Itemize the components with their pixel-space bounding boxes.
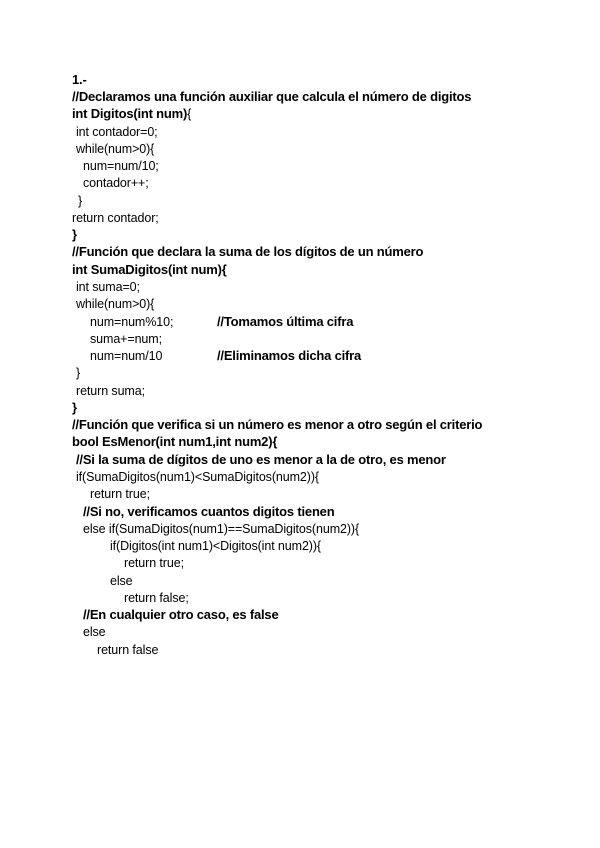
code-line: } [76, 366, 81, 380]
function-signature: int SumaDigitos(int num){ [72, 262, 227, 277]
exercise-number: 1.- [72, 72, 87, 87]
code-line: int contador=0; [76, 125, 158, 139]
code-comment: //Si no, verificamos cuantos digitos tienen [83, 504, 335, 519]
code-line [72, 106, 191, 122]
code-brace: } [72, 227, 77, 242]
code-comment: //Eliminamos dicha cifra [217, 348, 362, 363]
code-line: if(SumaDigitos(num1)<SumaDigitos(num2)){ [76, 470, 319, 484]
code-comment: //Declaramos una función auxiliar que calcula el número de digitos [72, 89, 472, 104]
code-line: return false [97, 643, 159, 657]
code-line: int suma=0; [76, 280, 140, 294]
code-line: return suma; [76, 384, 145, 398]
code-line: return true; [90, 487, 150, 501]
code-comment: //En cualquier otro caso, es false [83, 607, 279, 622]
code-brace: { [187, 107, 192, 121]
code-line: num=num/10; [83, 159, 159, 173]
code-line: contador++; [83, 176, 149, 190]
code-comment: //Tomamos última cifra [217, 314, 354, 329]
code-line: } [78, 194, 83, 208]
code-line: suma+=num; [90, 332, 162, 346]
code-line: num=num/10 [90, 349, 163, 363]
code-line: while(num>0){ [76, 297, 155, 311]
code-brace: } [72, 400, 77, 415]
code-line: return false; [124, 591, 189, 605]
code-line: else [110, 574, 133, 588]
code-line: if(Digitos(int num1)<Digitos(int num2)){ [110, 539, 322, 553]
function-signature: int Digitos(int num) [72, 106, 188, 121]
code-line: num=num%10; [90, 315, 174, 329]
code-line: else if(SumaDigitos(num1)==SumaDigitos(num2)){ [83, 522, 360, 536]
code-line: return contador; [72, 211, 159, 225]
code-comment: //Función que declara la suma de los dígitos de un número [72, 244, 424, 259]
code-line: else [83, 625, 106, 639]
code-comment: //Función que verifica si un número es menor a otro según el criterio [72, 417, 483, 432]
code-comment: //Si la suma de dígitos de uno es menor a la de otro, es menor [76, 452, 446, 467]
code-line: return true; [124, 556, 184, 570]
function-signature: bool EsMenor(int num1,int num2){ [72, 434, 278, 449]
code-line: while(num>0){ [76, 142, 155, 156]
